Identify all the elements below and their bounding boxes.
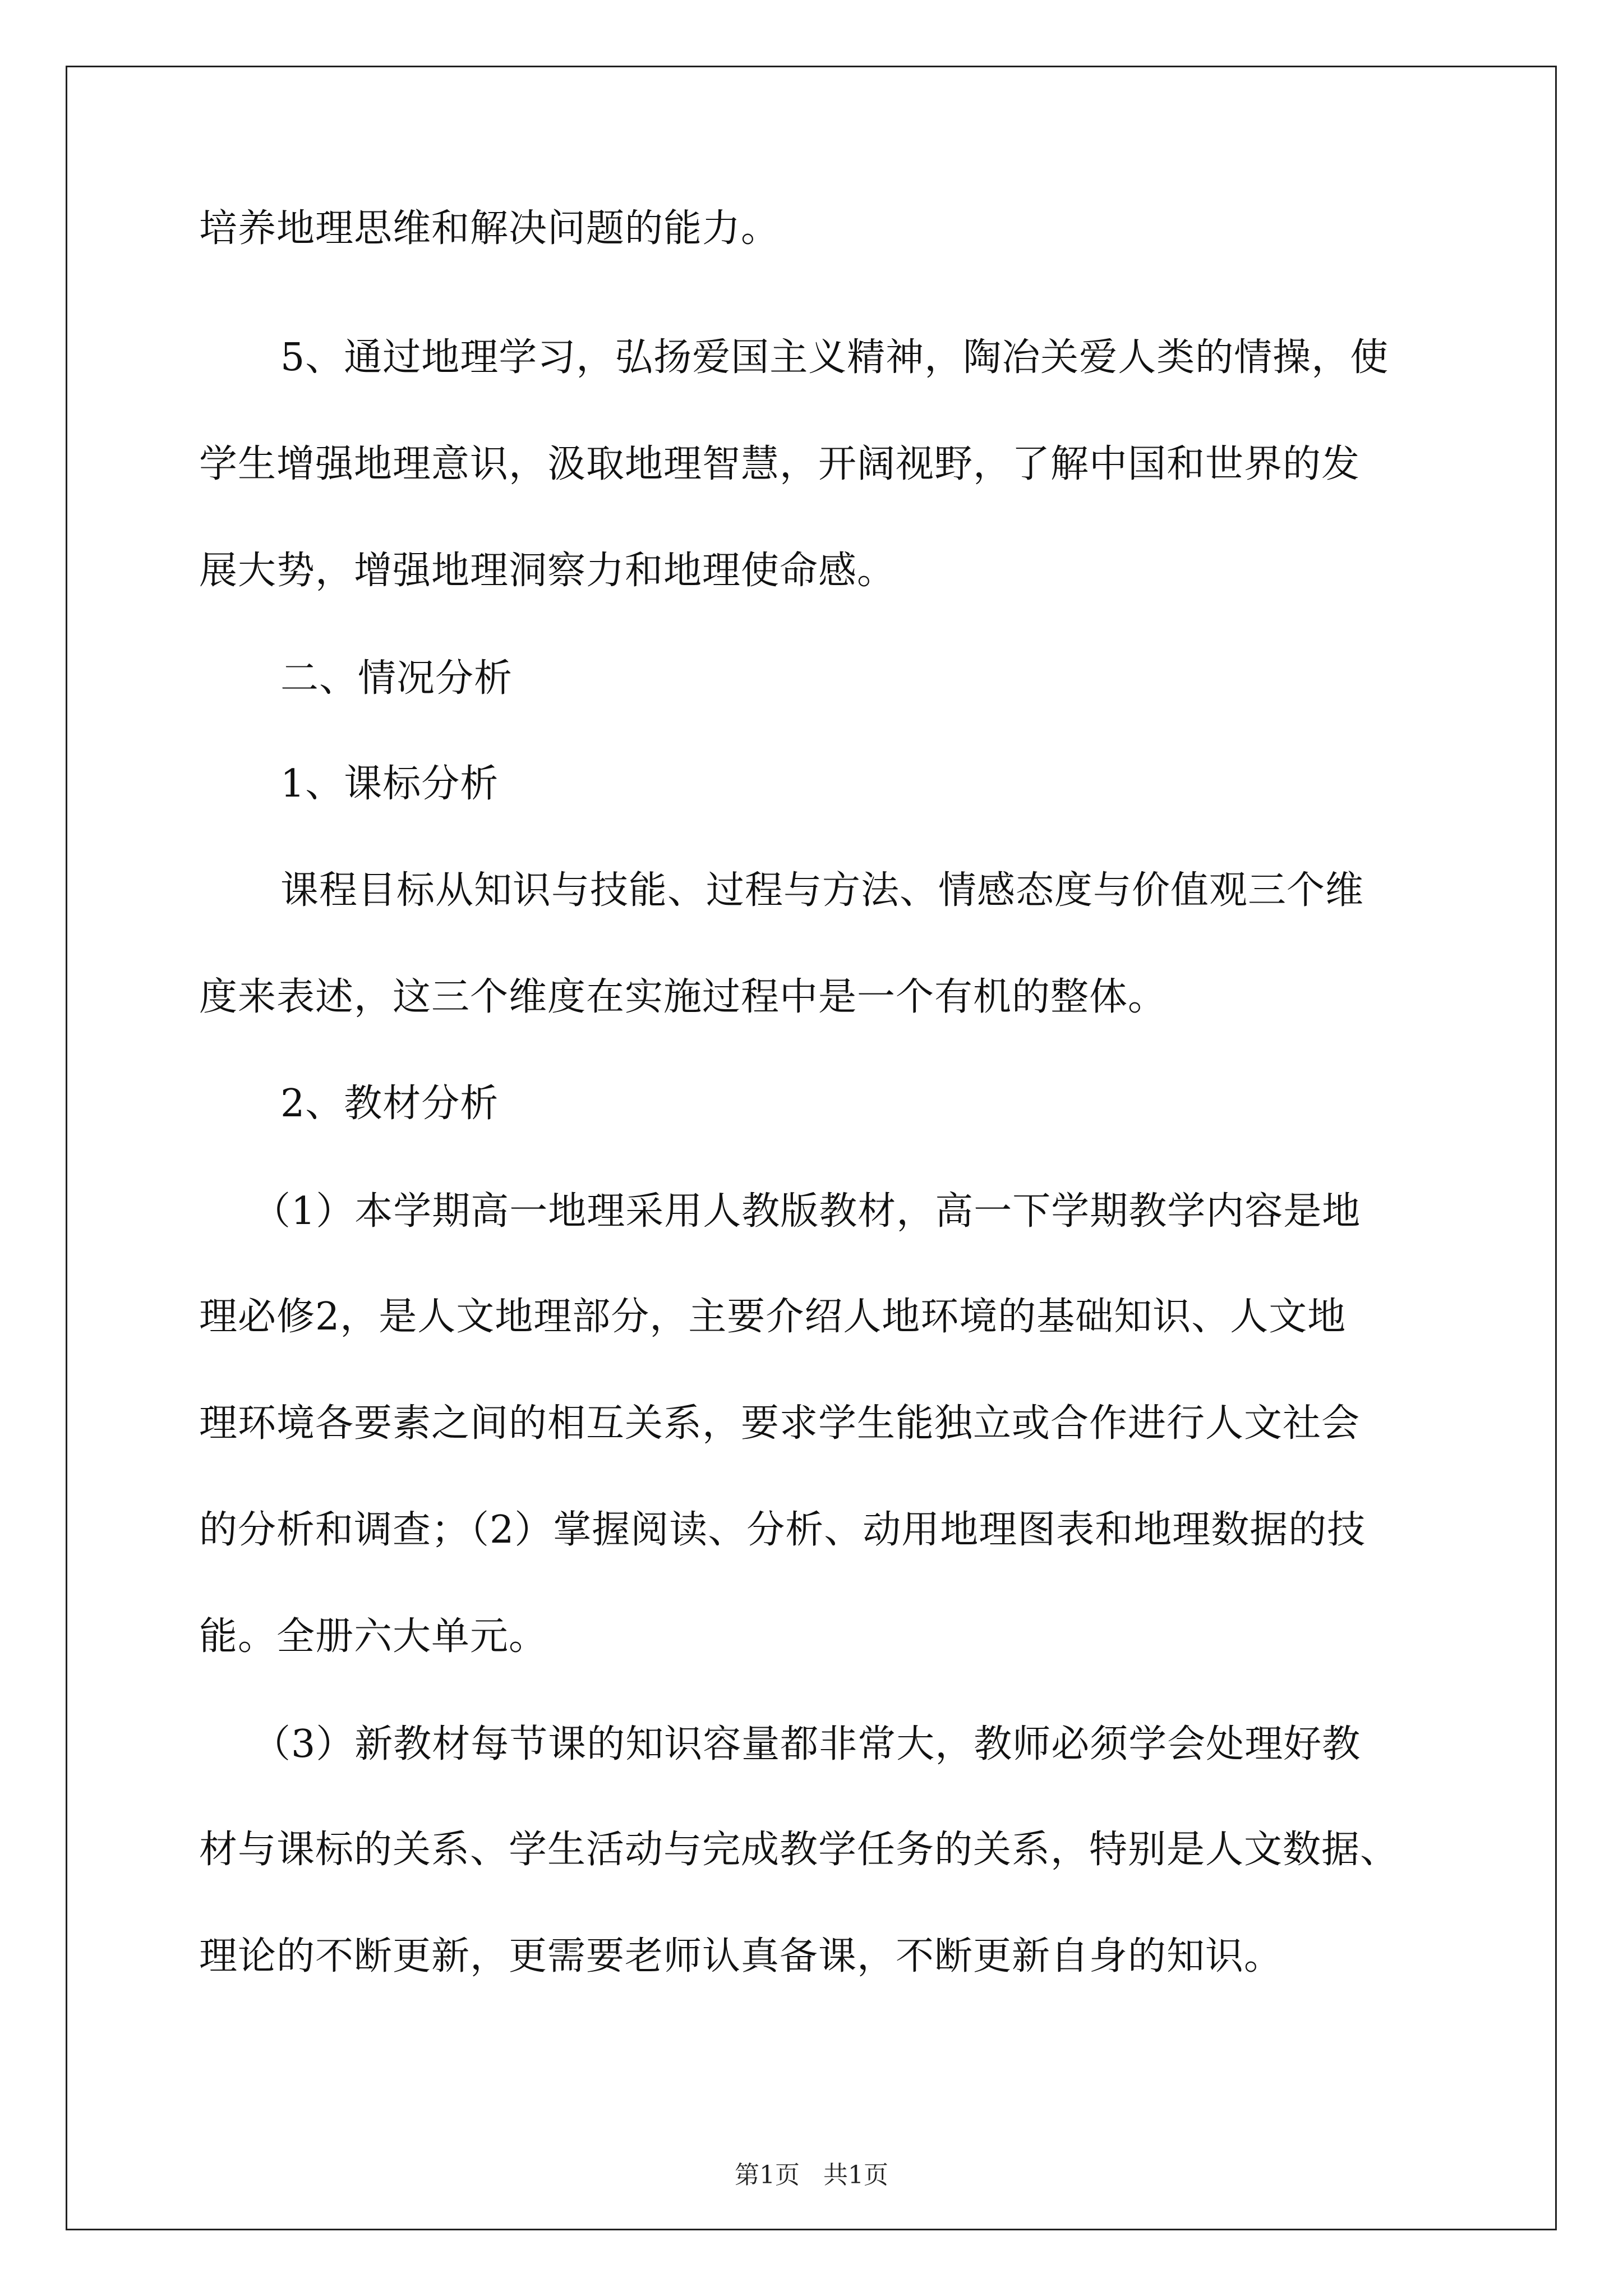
page-border [66, 66, 1557, 2230]
curriculum-paragraph-line-1: 课程目标从知识与技能、过程与方法、情感态度与价值观三个维 [280, 868, 1364, 913]
paragraph-3-line-1: （3）新教材每节课的知识容量都非常大，教师必须学会处理好教 [252, 1722, 1361, 1766]
textbook-paragraph-line-4: 的分析和调查；（2）掌握阅读、分析、动用地理图表和地理数据的技 [199, 1508, 1366, 1552]
textbook-paragraph-line-5: 能。全册六大单元。 [199, 1614, 548, 1659]
subheading-curriculum-analysis: 1、课标分析 [280, 762, 499, 806]
paragraph-3-line-2: 材与课标的关系、学生活动与完成教学任务的关系，特别是人文数据、 [199, 1828, 1399, 1872]
section-heading-situation-analysis: 二、情况分析 [280, 656, 513, 701]
paragraph-5-line-1: 5、通过地理学习，弘扬爱国主义精神，陶冶关爱人类的情操，使 [280, 335, 1389, 380]
paragraph-5-line-3: 展大势，增强地理洞察力和地理使命感。 [199, 549, 896, 593]
text-line: 培养地理思维和解决问题的能力。 [199, 206, 780, 251]
textbook-paragraph-line-2: 理必修2，是人文地理部分，主要介绍人地环境的基础知识、人文地 [199, 1295, 1347, 1339]
subheading-textbook-analysis: 2、教材分析 [280, 1082, 499, 1126]
paragraph-3-line-3: 理论的不断更新，更需要老师认真备课，不断更新自身的知识。 [199, 1934, 1283, 1978]
textbook-paragraph-line-1: （1）本学期高一地理采用人教版教材，高一下学期教学内容是地 [252, 1189, 1361, 1234]
textbook-paragraph-line-3: 理环境各要素之间的相互关系，要求学生能独立或合作进行人文社会 [199, 1401, 1361, 1446]
paragraph-5-line-2: 学生增强地理意识，汲取地理智慧，开阔视野，了解中国和世界的发 [199, 442, 1361, 486]
page-number-footer: 第1页 共1页 [735, 2161, 888, 2189]
curriculum-paragraph-line-2: 度来表述，这三个维度在实施过程中是一个有机的整体。 [199, 975, 1167, 1019]
